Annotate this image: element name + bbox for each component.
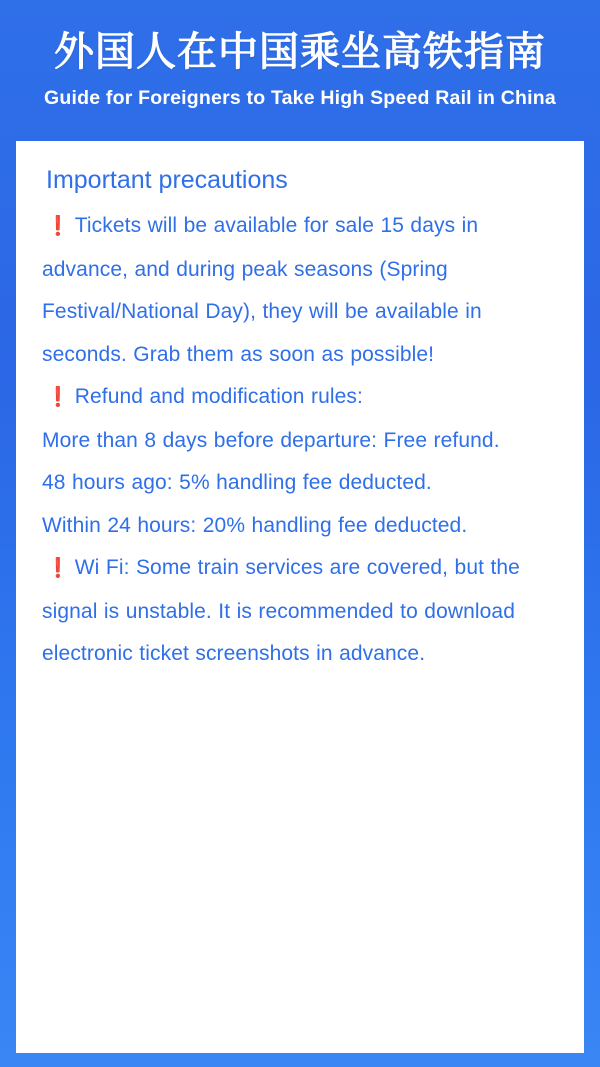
alert-icon: ❗ [46, 387, 70, 408]
precaution-item [42, 376, 558, 420]
precaution-item [42, 420, 558, 463]
precaution-item [42, 205, 558, 376]
page-title-en: Guide for Foreigners to Take High Speed Rail in China [44, 87, 556, 109]
alert-icon: ❗ [46, 216, 70, 237]
precaution-item [42, 505, 558, 548]
precautions-card [16, 141, 584, 1053]
precaution-text: More than 8 days before departure: Free refund. [42, 428, 500, 452]
poster-header [0, 0, 600, 112]
precaution-text: Refund and modification rules: [74, 385, 363, 408]
alert-icon: ❗ [46, 558, 70, 579]
card-title: Important precautions [46, 166, 288, 194]
precaution-item [42, 462, 558, 505]
precaution-text: Tickets will be available for sale 15 days in advance, and during peak seasons (Spring Festival/National Day), they will be available in seconds. Grab them as soon as possible! [42, 214, 482, 366]
page-title-cn: 外国人在中国乘坐高铁指南 [54, 30, 546, 74]
precaution-text: 48 hours ago: 5% handling fee deducted. [42, 471, 432, 494]
precaution-item [42, 547, 558, 676]
precaution-text: Wi Fi: Some train services are covered, but the signal is unstable. It is recommended to download electronic ticket screenshots in advance. [42, 556, 520, 665]
precaution-text: Within 24 hours: 20% handling fee deducted. [42, 513, 468, 537]
